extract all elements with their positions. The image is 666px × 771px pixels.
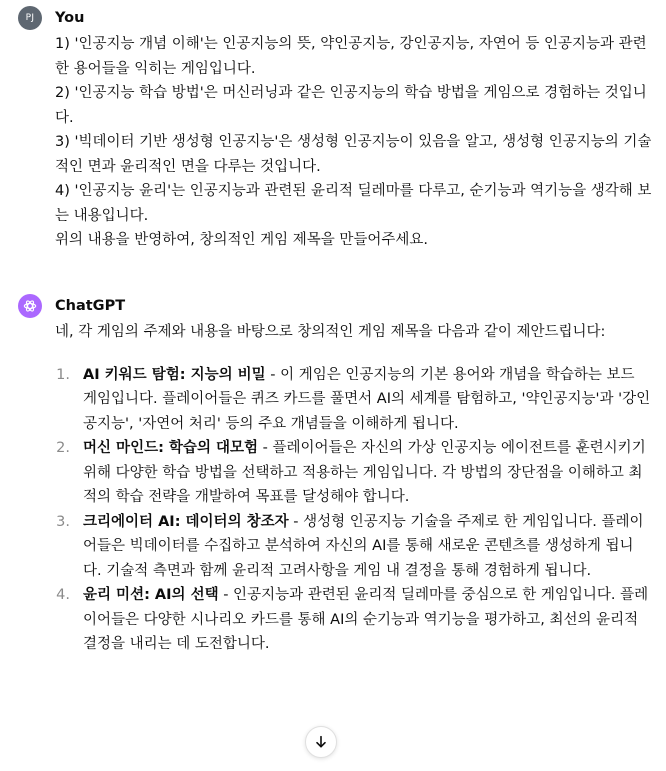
list-item-title: AI 키워드 탐험: 지능의 비밀 bbox=[83, 366, 266, 383]
list-item bbox=[55, 436, 652, 510]
assistant-message-body bbox=[55, 320, 652, 657]
arrow-down-icon bbox=[313, 734, 329, 750]
list-item-text: - 이 게임은 인공지능의 기본 용어와 개념을 학습하는 보드 게임입니다. 플레이어들은 퀴즈 카드를 풀면서 AI의 세계를 탐험하고, '약인공지능'과 '강인공지능', '자연어 처리' 등의 주요 개념들을 이해하게 됩니다. bbox=[83, 366, 651, 432]
list-item-number: 2. bbox=[56, 440, 70, 456]
list-item-text: - 인공지능과 관련된 윤리적 딜레마를 중심으로 한 게임입니다. 플레이어들은 다양한 시나리오 카드를 통해 AI의 순기능과 역기능을 평가하고, 최선의 윤리적 결정을 내리는 데 도전합니다. bbox=[83, 587, 649, 652]
scroll-to-bottom-button[interactable] bbox=[305, 726, 337, 758]
assistant-intro: 네, 각 게임의 주제와 내용을 바탕으로 창의적인 게임 제목을 다음과 같이 제안드립니다: bbox=[55, 324, 606, 340]
user-message-line: 1) '인공지능 개념 이해'는 인공지능의 뜻, 약인공지능, 강인공지능, 자연어 등 인공지능과 관련한 용어들을 익히는 게임입니다. bbox=[55, 36, 647, 77]
chatgpt-avatar bbox=[18, 294, 42, 318]
list-item bbox=[55, 363, 652, 437]
openai-logo-icon bbox=[22, 298, 38, 314]
user-author-name: You bbox=[55, 10, 85, 26]
user-message-line: 2) '인공지능 학습 방법'은 머신러닝과 같은 인공지능의 학습 방법을 게임으로 경험하는 것입니다. bbox=[55, 85, 647, 126]
list-item-title: 윤리 미션: AI의 선택 bbox=[83, 587, 219, 603]
user-message-body bbox=[55, 32, 652, 253]
user-avatar-initials: PJ bbox=[25, 13, 35, 23]
list-item-text: - 플레이어들은 자신의 가상 인공지능 에이전트를 훈련시키기 위해 다양한 학습 방법을 선택하고 적용하는 게임입니다. 각 방법의 장단점을 이해하고 최적의 학습 전략을 개발하여 목표를 달성해야 합니다. bbox=[83, 440, 646, 505]
list-item-title: 머신 마인드: 학습의 대모험 bbox=[83, 440, 259, 456]
list-item-text: - 생성형 인공지능 기술을 주제로 한 게임입니다. 플레이어들은 빅데이터를 수집하고 분석하여 자신의 AI를 통해 새로운 콘텐츠를 생성하게 됩니다. 기술적 측면과 함께 윤리적 고려사항을 게임 내 결정을 통해 경험하게 됩니다. bbox=[83, 513, 644, 579]
user-message-line: 위의 내용을 반영하여, 창의적인 게임 제목을 만들어주세요. bbox=[55, 232, 429, 248]
list-item bbox=[55, 583, 652, 657]
user-message-line: 3) '빅데이터 기반 생성형 인공지능'은 생성형 인공지능이 있음을 알고, 생성형 인공지능의 기술적인 면과 윤리적인 면을 다루는 것입니다. bbox=[55, 134, 652, 175]
user-message-line: 4) '인공지능 윤리'는 인공지능과 관련된 윤리적 딜레마를 다루고, 순기능과 역기능을 생각해 보는 내용입니다. bbox=[55, 183, 652, 224]
list-item-number: 4. bbox=[56, 587, 70, 603]
list-item-number: 3. bbox=[56, 513, 70, 530]
game-title-list bbox=[55, 363, 652, 657]
assistant-author-name: ChatGPT bbox=[55, 298, 126, 314]
list-item bbox=[55, 510, 652, 584]
list-item-number: 1. bbox=[56, 366, 70, 383]
list-item-title: 크리에이터 AI: 데이터의 창조자 bbox=[83, 513, 289, 530]
user-avatar bbox=[18, 6, 42, 30]
